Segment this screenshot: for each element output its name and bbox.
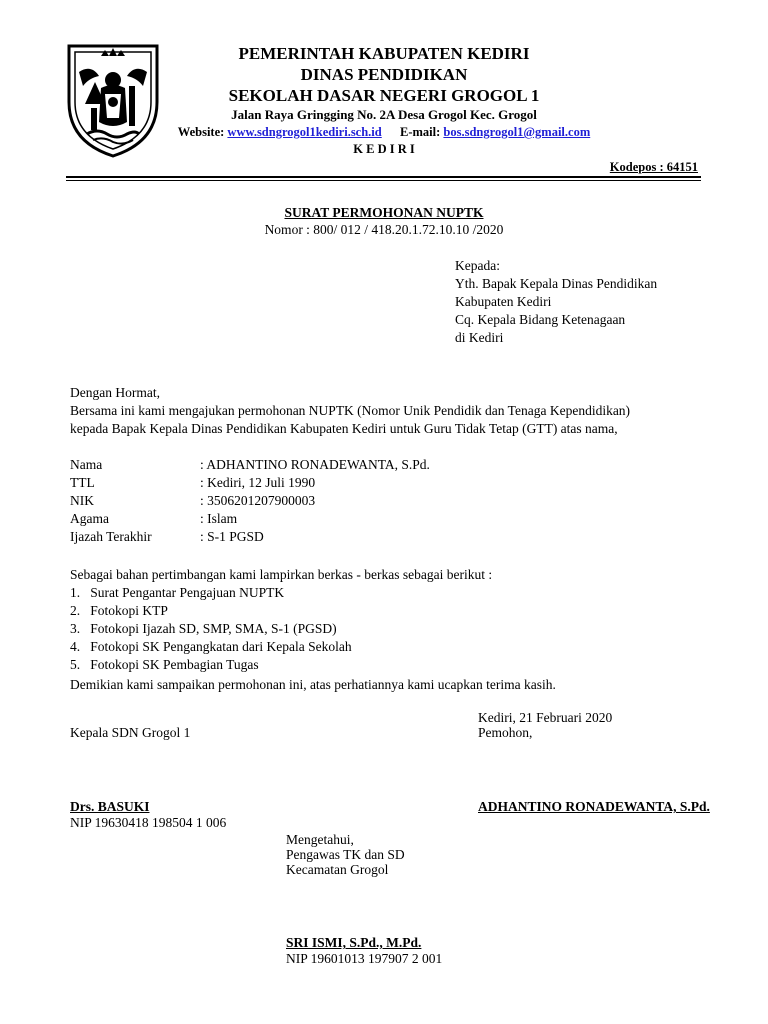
header-rule-thick bbox=[66, 176, 701, 178]
field-value: : 3506201207900003 bbox=[200, 493, 316, 508]
intro-line-2: kepada Bapak Kepala Dinas Pendidikan Kabupaten Kediri untuk Guru Tidak Tetap (GTT) atas nama, bbox=[70, 421, 618, 436]
field-label: TTL bbox=[70, 475, 95, 490]
letter-number: Nomor : 800/ 012 / 418.20.1.72.10.10 /2020 bbox=[264, 222, 504, 237]
signature-date: Kediri, 21 Februari 2020 bbox=[478, 710, 613, 725]
header-city: K E D I R I bbox=[353, 142, 415, 156]
field-label: NIK bbox=[70, 493, 94, 508]
field-value: : S-1 PGSD bbox=[200, 529, 264, 544]
field-label: Agama bbox=[70, 511, 109, 526]
field-label: Nama bbox=[70, 457, 103, 472]
email-link[interactable]: bos.sdngrogol1@gmail.com bbox=[443, 125, 591, 139]
header-postcode: Kodepos : 64151 bbox=[609, 160, 698, 174]
greeting: Dengan Hormat, bbox=[70, 385, 160, 400]
left-signer-nip: NIP 19630418 198504 1 006 bbox=[70, 815, 227, 830]
attachments-intro: Sebagai bahan pertimbangan kami lampirkan berkas - berkas sebagai berikut : bbox=[70, 567, 493, 582]
recipient-line: Yth. Bapak Kepala Dinas Pendidikan bbox=[455, 276, 658, 291]
attachment-item: 5. Fotokopi SK Pembagian Tugas bbox=[70, 657, 259, 672]
website-label: Website: bbox=[177, 125, 225, 139]
recipient-line: Kabupaten Kediri bbox=[455, 294, 552, 309]
closing-sentence: Demikian kami sampaikan permohonan ini, atas perhatiannya kami ucapkan terima kasih. bbox=[70, 677, 556, 692]
field-value: : Islam bbox=[200, 511, 238, 526]
header-line-1: PEMERINTAH KABUPATEN KEDIRI bbox=[238, 44, 530, 63]
header-contact bbox=[0, 124, 768, 140]
recipient-line: Cq. Kepala Bidang Ketenagaan bbox=[455, 312, 626, 327]
header-rule-thin bbox=[66, 180, 701, 181]
field-row bbox=[70, 492, 315, 510]
right-signer-name: ADHANTINO RONADEWANTA, S.Pd. bbox=[478, 799, 710, 814]
field-value: : ADHANTINO RONADEWANTA, S.Pd. bbox=[200, 457, 430, 472]
attachment-item: 2. Fotokopi KTP bbox=[70, 603, 168, 618]
attachment-item: 1. Surat Pengantar Pengajuan NUPTK bbox=[70, 585, 285, 600]
left-signer-role: Kepala SDN Grogol 1 bbox=[70, 725, 191, 740]
acknowledge-line: Kecamatan Grogol bbox=[286, 862, 389, 877]
acknowledge-line: Mengetahui, bbox=[286, 832, 354, 847]
field-row bbox=[70, 456, 430, 474]
right-signer-role: Pemohon, bbox=[478, 725, 533, 740]
field-row bbox=[70, 528, 264, 546]
supervisor-nip: NIP 19601013 197907 2 001 bbox=[286, 951, 443, 966]
header-address: Jalan Raya Gringging No. 2A Desa Grogol Kec. Grogol bbox=[231, 107, 537, 122]
field-label: Ijazah Terakhir bbox=[70, 529, 152, 544]
letter-title: SURAT PERMOHONAN NUPTK bbox=[284, 205, 484, 220]
header-line-3: SEKOLAH DASAR NEGERI GROGOL 1 bbox=[228, 86, 540, 105]
attachment-item: 3. Fotokopi Ijazah SD, SMP, SMA, S-1 (PGSD) bbox=[70, 621, 337, 636]
website-link[interactable]: www.sdngrogol1kediri.sch.id bbox=[227, 125, 382, 139]
field-row bbox=[70, 510, 237, 528]
left-signer-name: Drs. BASUKI bbox=[70, 799, 150, 814]
supervisor-name: SRI ISMI, S.Pd., M.Pd. bbox=[286, 935, 422, 950]
acknowledge-line: Pengawas TK dan SD bbox=[286, 847, 405, 862]
attachment-item: 4. Fotokopi SK Pengangkatan dari Kepala Sekolah bbox=[70, 639, 352, 654]
recipient-line: Kepada: bbox=[455, 258, 500, 273]
recipient-line: di Kediri bbox=[455, 330, 504, 345]
email-label: E-mail: bbox=[400, 125, 441, 139]
header-line-2: DINAS PENDIDIKAN bbox=[300, 65, 468, 84]
field-row bbox=[70, 474, 315, 492]
field-value: : Kediri, 12 Juli 1990 bbox=[200, 475, 316, 490]
intro-line-1: Bersama ini kami mengajukan permohonan NUPTK (Nomor Unik Pendidik dan Tenaga Kependidikan) bbox=[70, 403, 631, 418]
